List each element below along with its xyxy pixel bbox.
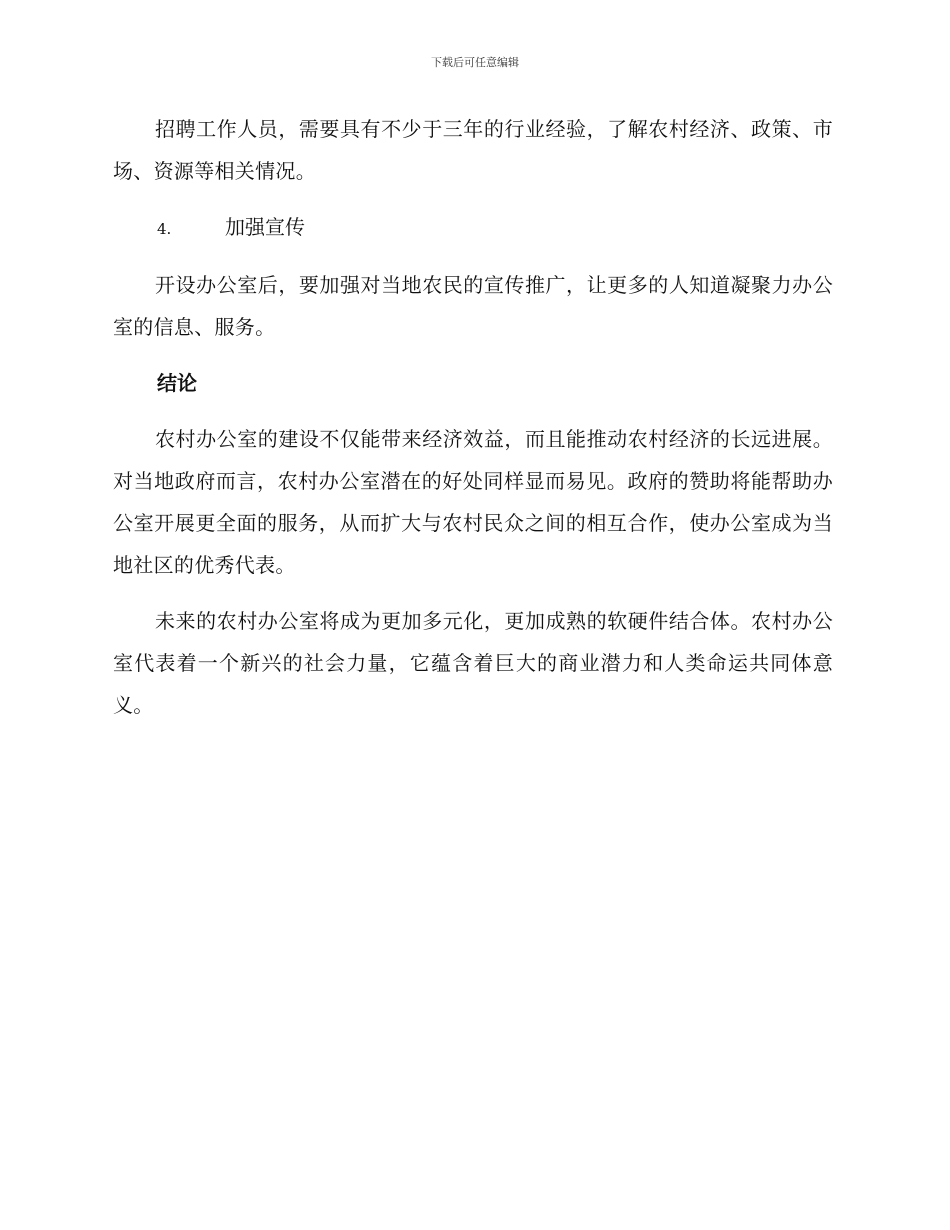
item-title: 加强宣传 (225, 215, 305, 239)
paragraph-conclusion-1: 农村办公室的建设不仅能带来经济效益，而且能推动农村经济的长远进展。对当地政府而言，农村办公室潜在的好处同样显而易见。政府的赞助将能帮助办公室开展更全面的服务，从而扩大与农村民众之间的相互合作，使办公室成为当地社区的优秀代表。 (113, 427, 833, 577)
section-heading-conclusion: 结论 (157, 371, 197, 395)
paragraph-conclusion-2: 未来的农村办公室将成为更加多元化，更加成熟的软硬件结合体。农村办公室代表着一个新兴的社会力量，它蕴含着巨大的商业潜力和人类命运共同体意义。 (113, 609, 833, 717)
header-note: 下载后可任意编辑 (431, 56, 519, 69)
paragraph-promotion: 开设办公室后，要加强对当地农民的宣传推广，让更多的人知道凝聚力办公室的信息、服务。 (113, 273, 833, 339)
item-number: 4. (157, 220, 172, 238)
numbered-item-4 (113, 206, 833, 250)
paragraph-recruitment: 招聘工作人员，需要具有不少于三年的行业经验，了解农村经济、政策、市场、资源等相关情况。 (113, 117, 833, 183)
document-body (113, 108, 833, 740)
